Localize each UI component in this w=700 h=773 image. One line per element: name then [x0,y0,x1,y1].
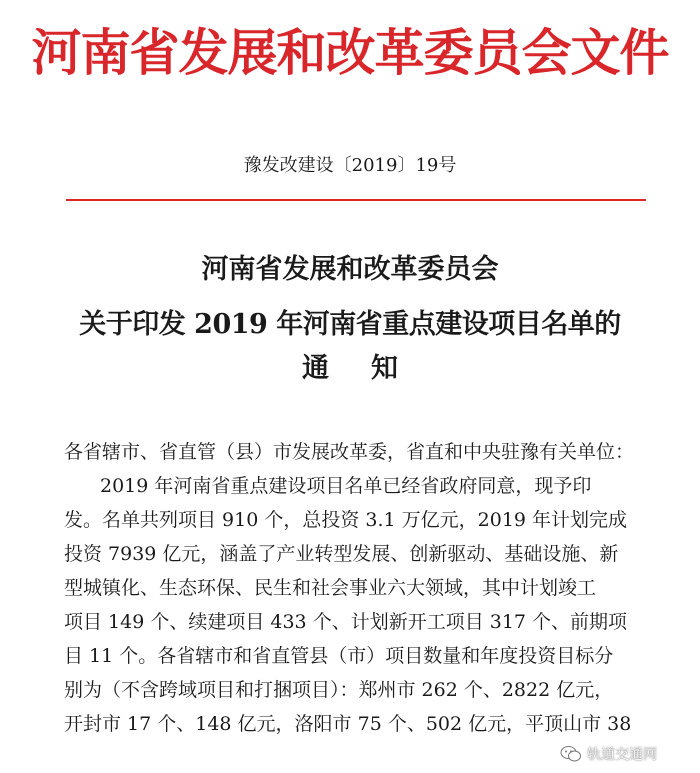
notice-title-line-1: 河南省发展和改革委员会 [201,254,499,285]
body-line: 开封市 17 个、148 亿元，洛阳市 75 个、502 亿元，平顶山市 38 [64,713,632,735]
red-divider-line [66,199,646,201]
body-line: 2019 年河南省重点建设项目名单已经省政府同意，现予印 [100,475,592,497]
watermark-text: 轨道交通网 [587,747,657,763]
document-header-title: 河南省发展和改革委员会文件 [31,24,669,82]
body-line: 型城镇化、生态环保、民生和社会事业六大领域，其中计划竣工 [64,577,597,599]
body-line: 投资 7939 亿元，涵盖了产业转型发展、创新驱动、基础设施、新 [64,543,619,565]
document-number: 豫发改建设〔2019〕19号 [243,155,457,176]
salutation-line: 各省辖市、省直管（县）市发展改革委，省直和中央驻豫有关单位： [64,441,635,463]
body-line: 目 11 个。各省辖市和省直管县（市）项目数量和年度投资目标分 [64,645,614,667]
notice-title-line-3: 通知 [302,353,440,384]
body-line: 项目 149 个、续建项目 433 个、计划新开工项目 317 个、前期项 [64,611,628,633]
body-line: 别为（不含跨域项目和打捆项目）：郑州市 262 个、2822 亿元， [64,679,614,701]
notice-body [64,435,654,741]
watermark [560,744,657,764]
wechat-icon [560,745,582,763]
body-line: 发。名单共列项目 910 个，总投资 3.1 万亿元，2019 年计划完成 [64,509,628,531]
notice-title-line-2: 关于印发 2019 年河南省重点建设项目名单的 [79,309,621,340]
